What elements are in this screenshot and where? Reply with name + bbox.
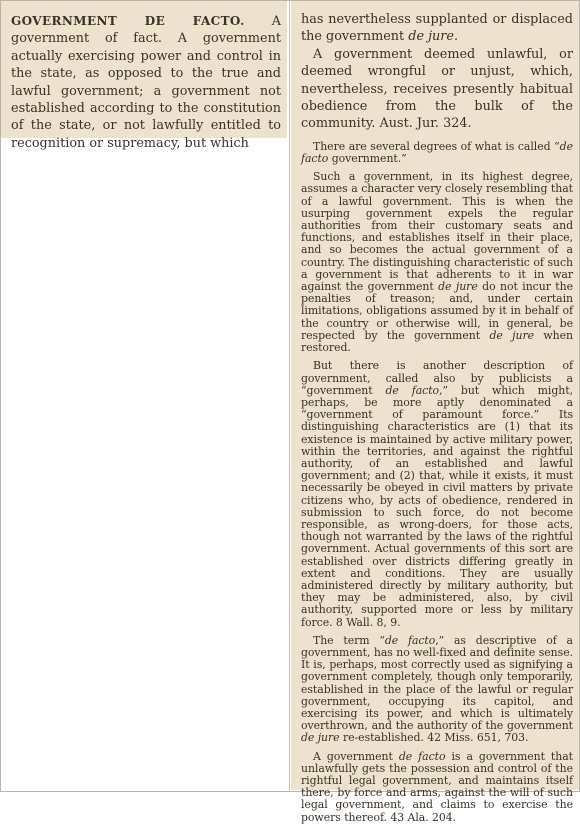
second-definition: A government deemed unlawful, or deemed wrongful or unjust, which, nevertheless, receives presently habitual obedience from the bulk of the community. Aust. Jur. 324. [301, 46, 573, 132]
paragraph-degrees: There are several degrees of what is called “de facto government.” [301, 139, 573, 166]
left-column [1, 1, 287, 151]
paragraph-highest-degree: Such a government, in its highest degree, assumes a character very closely resembling that of a lawful government. This is when the usurping government expels the regular authorities from their customary seats and functions, and establishes itself in their place, and so becomes the actual government of a country. The distinguishing characteristic of such a government is that adherents to it in war against the government de jure do not incur the penalties of treason; and, under certain limitations, obligations assumed by it in behalf of the country or otherwise will, in general, be respected by the government de jure when restored. [301, 170, 573, 355]
paragraph-unlawful-possession: A government de facto is a government that unlawfully gets the possession and control of the rightful legal government, and maintains itself there, by force and arms, against the will of such legal government, and claims to exercise the powers thereof. 43 Ala. 204. [301, 749, 573, 824]
paragraph-paramount-force: But there is another description of government, called also by publicists a “government de facto,” but which might, perhaps, be more aptly denominated a “government of paramount force.” Its distinguishing characteristics are (1) that its existence is maintained by active military power, within the territories, and against the rightful authority, of an established and lawful government; and (2) that, while it exists, it must necessarily be obeyed in civil matters by private citizens who, by acts of obedience, rendered in submission to such force, do not become responsible, as wrong-doers, for those acts, though not warranted by the laws of the rightful government. Actual governments of this sort are established over districts differing greatly in extent and conditions. They are usually administered directly by military authority, but they may be administered, also, by civil authority, supported more or less by military force. 8 Wall. 8, 9. [301, 359, 573, 629]
paragraph-term-de-facto: The term “de facto,” as descriptive of a government, has no well-fixed and definite sense. It is, perhaps, most correctly used as signifying a government completely, though only temporarily, established in the place of the lawful or regular government, occupying its capitol, and exercising its power, and which is ultimately overthrown, and the authority of the government de jure re-established. 42 Miss. 651, 703. [301, 633, 573, 745]
column-divider [289, 1, 290, 790]
definition-continuation: has nevertheless supplanted or displaced the government de jure. [301, 12, 573, 45]
entry-definition [11, 13, 281, 152]
entry-heading: GOVERNMENT DE FACTO. [11, 14, 245, 28]
right-column [291, 1, 579, 824]
definition-text: A government of fact. A government actually exercising power and control in the state, as opposed to the true and lawful government; a government not established according to the constitution of the state, or not lawfully entitled to recognition or supremacy, but which [11, 14, 281, 151]
